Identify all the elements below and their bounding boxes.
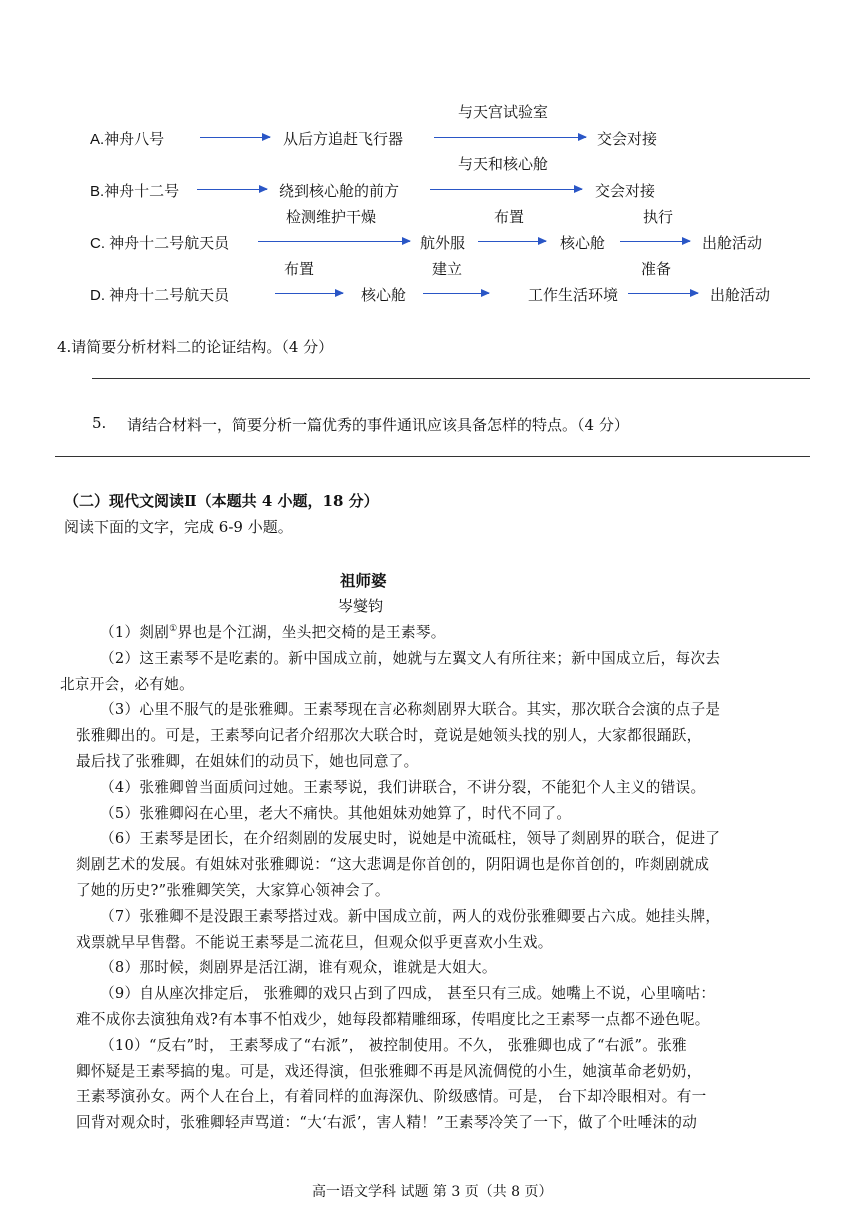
text-line: 卿怀疑是王素琴搞的鬼。可是，戏还得演，但张雅卿不再是风流倜傥的小生，她演革命老奶奶，: [76, 1062, 702, 1080]
option-a-step1: 从后方追赶飞行器: [283, 131, 404, 148]
option-c-above2: 布置: [494, 209, 525, 226]
text-line: （9）自从座次排定后， 张雅卿的戏只占到了四成， 甚至只有三成。她嘴上不说，心里嘀咕：: [100, 985, 716, 1003]
option-c-step1: 航外服: [420, 235, 466, 252]
option-b-step1: 绕到核心舱的前方: [279, 183, 400, 200]
text-line: （5）张雅卿闷在心里，老大不痛快。其他姐妹劝她算了，时代不同了。: [100, 804, 572, 822]
article-author: 岑燮钧: [338, 597, 384, 615]
option-b-step2: 交会对接: [595, 183, 656, 200]
text-line: （8）那时候，剡剧界是活江湖，谁有观众，谁就是大姐大。: [100, 959, 497, 977]
arrow-a-2: [434, 137, 586, 138]
question-5-text: 请结合材料一，简要分析一篇优秀的事件通讯应该具备怎样的特点。（4 分）: [127, 416, 629, 434]
arrow-b-2: [430, 189, 582, 190]
text-line: （6）王素琴是团长，在介绍剡剧的发展史时，说她是中流砥柱，领导了剡剧界的联合，促进了: [100, 830, 721, 848]
arrow-d-3: [628, 293, 698, 294]
paragraph-1: [76, 617, 810, 646]
option-d-above3: 准备: [641, 261, 672, 278]
option-c-step3: 出舱活动: [702, 235, 763, 252]
page-footer: 高一语文学科 试题 第 3 页（共 8 页）: [312, 1184, 553, 1200]
option-c-above3: 执行: [643, 209, 674, 226]
text-line: 回背对观众时，张雅卿轻声骂道：“大‘右派’，害人精！”王素琴冷笑了一下，做了个吐唾沫的动: [76, 1114, 698, 1132]
arrow-c-2: [478, 241, 546, 242]
text-line: （7）张雅卿不是没跟王素琴搭过戏。新中国成立前，两人的戏份张雅卿要占六成。她挂头牌，: [100, 907, 721, 925]
option-c-label: C. 神舟十二号航天员: [90, 235, 230, 252]
option-c-step2: 核心舱: [560, 235, 606, 252]
option-a-step2: 交会对接: [597, 131, 658, 148]
option-d-above2: 建立: [432, 261, 463, 278]
arrow-b-1: [197, 189, 267, 190]
arrow-a-1: [200, 137, 270, 138]
option-c-above1: 检测维护干燥: [286, 209, 377, 226]
text-line: 剡剧艺术的发展。有姐妹对张雅卿说：“这大悲调是你首创的，阴阳调也是你首创的，咋剡剧就成: [76, 856, 710, 874]
arrow-c-1: [258, 241, 410, 242]
option-d-step3: 出舱活动: [710, 287, 771, 304]
article-body: [60, 617, 810, 1136]
section-instruction: 阅读下面的文字，完成 6-9 小题。: [64, 518, 293, 536]
answer-line-q5: [55, 456, 810, 457]
paragraph-1-end: 界也是个江湖，坐头把交椅的是王素琴。: [177, 624, 446, 641]
text-line: 难不成你去演独角戏?有本事不怕戏少，她每段都精雕细琢，传唱度比之王素琴一点都不逊色呢。: [76, 1010, 710, 1028]
paragraph-1-start: （1）剡剧: [100, 624, 170, 641]
option-d-label: D. 神舟十二号航天员: [90, 287, 230, 304]
question-5-number: 5.: [92, 414, 107, 432]
text-line: 最后找了张雅卿，在姐妹们的动员下，她也同意了。: [76, 752, 419, 770]
arrow-c-3: [620, 241, 690, 242]
arrow-d-1: [275, 293, 343, 294]
text-line: 了她的历史?”张雅卿笑笑，大家算心领神会了。: [76, 881, 390, 899]
footnote-marker: ①: [169, 624, 178, 634]
text-line: 北京开会，必有她。: [60, 675, 195, 693]
question-4: 4.请简要分析材料二的论证结构。（4 分）: [57, 338, 334, 356]
text-line: （3）心里不服气的是张雅卿。王素琴现在言必称剡剧界大联合。其实，那次联合会演的点子是: [100, 701, 721, 719]
option-d-above1: 布置: [284, 261, 315, 278]
text-line: 戏票就早早售罄。不能说王素琴是二流花旦，但观众似乎更喜欢小生戏。: [76, 933, 553, 951]
article-title: 祖师婆: [340, 571, 387, 590]
answer-line-q4: [92, 378, 810, 379]
option-a-above2: 与天宫试验室: [458, 104, 549, 121]
text-line: （2）这王素琴不是吃素的。新中国成立前，她就与左翼文人有所往来；新中国成立后，每次去: [100, 649, 721, 667]
option-b-label: B.神舟十二号: [90, 183, 180, 200]
text-line: 张雅卿出的。可是，王素琴向记者介绍那次大联合时，竟说是她领头找的别人，大家都很踊跃，: [76, 727, 702, 745]
arrow-d-2: [423, 293, 489, 294]
text-line: （4）张雅卿曾当面质问过她。王素琴说，我们讲联合，不讲分裂，不能犯个人主义的错误。: [100, 778, 706, 796]
section-heading: （二）现代文阅读Ⅱ（本题共 4 小题，18 分）: [64, 492, 379, 510]
option-d-step2: 工作生活环境: [528, 287, 619, 304]
option-b-above2: 与天和核心舱: [458, 156, 549, 173]
text-line: （10）“反右”时， 王素琴成了“右派”， 被控制使用。不久， 张雅卿也成了“右派”。张雅: [100, 1036, 687, 1054]
option-d-step1: 核心舱: [361, 287, 407, 304]
option-a-label: A.神舟八号: [90, 131, 165, 148]
text-line: 王素琴演孙女。两个人在台上，有着同样的血海深仇、阶级感情。可是， 台下却冷眼相对。有一: [76, 1088, 707, 1106]
